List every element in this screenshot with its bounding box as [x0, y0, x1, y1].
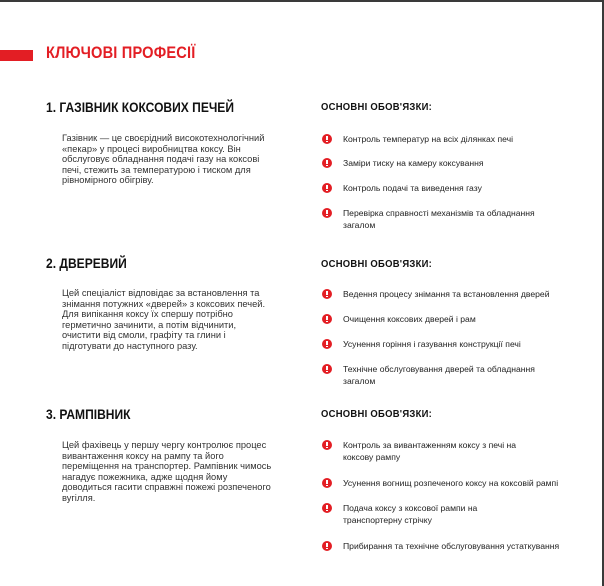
duty-text: Прибирання та технічне обслуговування устаткування — [343, 541, 560, 551]
section-description: Газівник — це своєрідний високотехнологічний «пекар» у процесі виробництва коксу. Він обслуговує обладнання подачі газу на коксові печі, стежить за температурою і тиском для рівномірного обігріву. — [62, 133, 265, 186]
duties-heading: ОСНОВНІ ОБОВ'ЯЗКИ: — [321, 258, 433, 270]
alert-bullet-icon — [322, 208, 332, 218]
duty-text: Контроль подачі та виведення газу — [343, 183, 482, 193]
duty-item — [322, 288, 593, 300]
alert-bullet-icon — [322, 158, 332, 168]
alert-bullet-icon — [322, 364, 332, 374]
section-title: 3. РАМПІВНИК — [46, 406, 131, 422]
duty-text: Усунення горіння і газування конструкції печі — [343, 339, 521, 349]
alert-bullet-icon — [322, 339, 332, 349]
duty-text: Усунення вогнищ розпеченого коксу на коксовій рампі — [343, 478, 559, 488]
duty-item — [322, 439, 523, 463]
alert-bullet-icon — [322, 183, 332, 193]
duty-text: Перевірка справності механізмів та обладнання загалом — [343, 208, 535, 230]
page-title: КЛЮЧОВІ ПРОФЕСІЇ — [46, 43, 196, 62]
alert-bullet-icon — [322, 541, 332, 551]
duty-text: Технічне обслуговування дверей та обладнання загалом — [343, 364, 535, 386]
duty-item — [322, 363, 548, 387]
top-border — [0, 0, 604, 2]
duties-heading: ОСНОВНІ ОБОВ'ЯЗКИ: — [321, 101, 433, 113]
duty-item — [322, 477, 604, 489]
section-title: 1. ГАЗІВНИК КОКСОВИХ ПЕЧЕЙ — [46, 99, 234, 115]
duty-item — [322, 540, 604, 552]
duty-item — [322, 133, 593, 145]
duty-text: Ведення процесу знімання та встановлення дверей — [343, 289, 550, 299]
duty-item — [322, 313, 593, 325]
alert-bullet-icon — [322, 134, 332, 144]
duty-text: Заміри тиску на камеру коксування — [343, 158, 484, 168]
duty-item — [322, 182, 593, 194]
section-title: 2. ДВЕРЕВИЙ — [46, 255, 127, 271]
duty-item — [322, 207, 548, 231]
duties-heading: ОСНОВНІ ОБОВ'ЯЗКИ: — [321, 408, 433, 420]
alert-bullet-icon — [322, 314, 332, 324]
duty-text: Очищення коксових дверей і рам — [343, 314, 476, 324]
duty-text: Контроль за вивантаженням коксу з печі на коксову рампу — [343, 440, 517, 462]
section-description: Цей спеціаліст відповідає за встановлення та знімання потужних «дверей» з коксових печей. Для випікання коксу їх спершу потрібно герметично зачинити, а потім відчинити, очистити від смоли, графіту та глини і підготувати до наступного разу. — [62, 288, 266, 351]
duty-text: Контроль температур на всіх ділянках печі — [343, 134, 514, 144]
section-description: Цей фахівець у першу чергу контролює процес вивантаження коксу на рампу та його переміщення на транспортер. Рампівник чимось нагадує пожежника, адже щодня йому доводиться гасити справжні пожежі розпеченого вугілля. — [62, 440, 272, 503]
duty-item — [322, 157, 593, 169]
alert-bullet-icon — [322, 440, 332, 450]
alert-bullet-icon — [322, 289, 332, 299]
accent-bar — [0, 50, 33, 61]
alert-bullet-icon — [322, 478, 332, 488]
alert-bullet-icon — [322, 503, 332, 513]
duty-item — [322, 338, 593, 350]
duty-text: Подача коксу з коксової рампи на транспортерну стрічку — [343, 503, 478, 525]
duty-item — [322, 502, 503, 526]
